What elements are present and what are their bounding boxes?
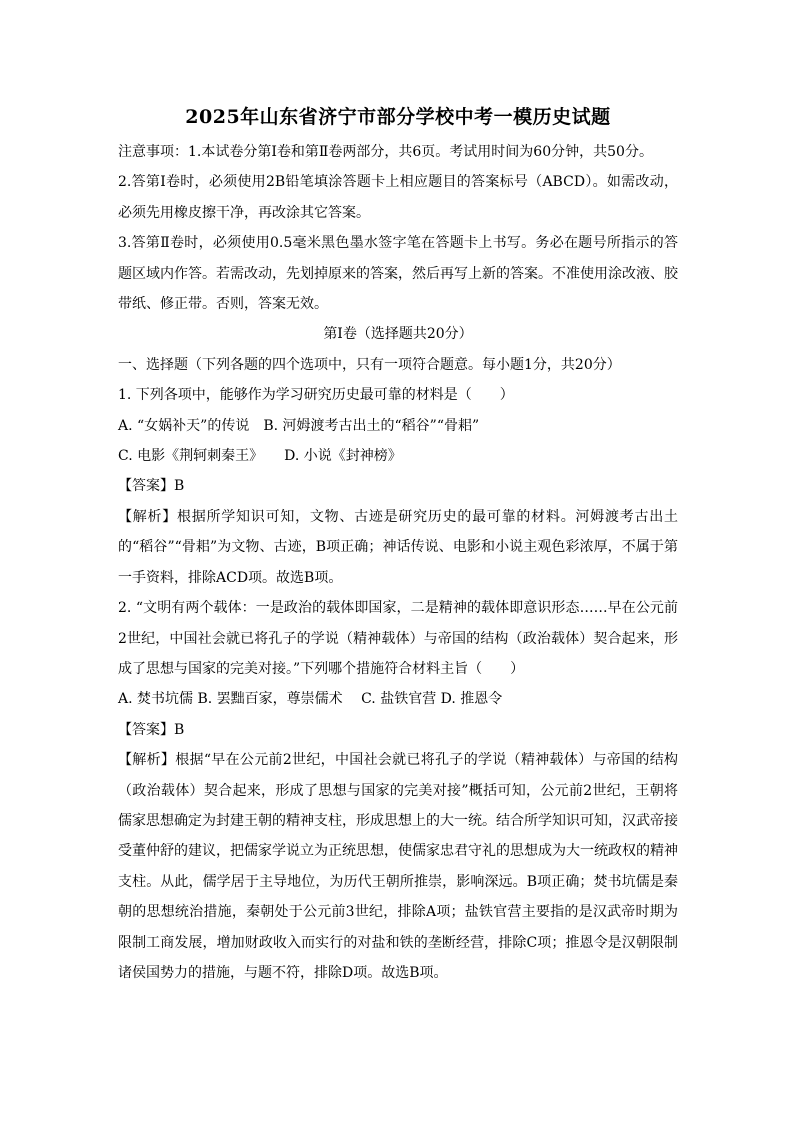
notes-block	[118, 137, 678, 319]
page-title: 2025年山东省济宁市部分学校中考一模历史试题	[185, 106, 611, 128]
answer-label: 【答案】B	[118, 478, 185, 495]
answer-label: 【答案】B	[118, 721, 185, 738]
part-title: 一、选择题（下列各题的四个选项中，只有一项符合题意。每小题1分，共20分）	[118, 356, 621, 373]
question-options: A. 焚书坑儒 B. 罢黜百家，尊崇儒术 C. 盐铁官营 D. 推恩令	[118, 691, 503, 708]
note-2: 2.答第Ⅰ卷时，必须使用2B铅笔填涂答题卡上相应题目的答案标号（ABCD）。如需改动，必须先用橡皮擦干净，再改涂其它答案。	[118, 174, 678, 221]
analysis-text: 【解析】根据“早在公元前2世纪，中国社会就已将孔子的学说（精神载体）与帝国的结构（政治载体）契合起来，形成了思想与国家的完美对接”概括可知，公元前2世纪，王朝将儒家思想确定为封建王朝的精神支柱，形成思想上的大一统。结合所学知识可知，汉武帝接受董仲舒的建议，把儒家学说立为正统思想，使儒家忠君守礼的思想成为大一统政权的精神支柱。从此，儒学居于主导地位，为历代王朝所推崇，影响深远。B项正确；焚书坑儒是秦朝的思想统治措施，秦朝处于公元前3世纪，排除A项；盐铁官营主要指的是汉武帝时期为限制工商发展，增加财政收入而实行的对盐和铁的垄断经营，排除C项；推恩令是汉朝限制诸侯国势力的措施，与题不符，排除D项。故选B项。	[118, 752, 678, 981]
note-3: 3.答第Ⅱ卷时，必须使用0.5毫米黑色墨水签字笔在答题卡上书写。务必在题号所指示的答题区域内作答。若需改动，先划掉原来的答案，然后再写上新的答案。不准使用涂改液、胶带纸、修正带。否则，答案无效。	[118, 235, 678, 313]
question-2	[118, 593, 678, 988]
section-title: 第Ⅰ卷（选择题共20分）	[323, 326, 473, 343]
question-1	[118, 380, 678, 593]
note-1: 注意事项：1.本试卷分第Ⅰ卷和第Ⅱ卷两部分，共6页。考试用时间为60分钟，共50分。	[118, 144, 653, 160]
question-stem: 1. 下列各项中，能够作为学习研究历史最可靠的材料是（ ）	[118, 387, 514, 404]
exam-page	[118, 100, 678, 988]
question-options: A. “女娲补天”的传说 B. 河姆渡考古出土的“稻谷”“骨耜”	[118, 417, 480, 434]
question-stem: 2. “文明有两个载体：一是政治的载体即国家，二是精神的载体即意识形态……早在公元前2世纪，中国社会就已将孔子的学说（精神载体）与帝国的结构（政治载体）契合起来，形成了思想与国家的完美对接。”下列哪个措施符合材料主旨（ ）	[118, 600, 678, 677]
question-options: C. 电影《荆轲刺秦王》 D. 小说《封神榜》	[118, 448, 402, 465]
analysis-text: 【解析】根据所学知识可知，文物、古迹是研究历史的最可靠的材料。河姆渡考古出土的“稻谷”“骨耜”为文物、古迹，B项正确；神话传说、电影和小说主观色彩浓厚，不属于第一手资料，排除ACD项。故选B项。	[118, 508, 678, 586]
